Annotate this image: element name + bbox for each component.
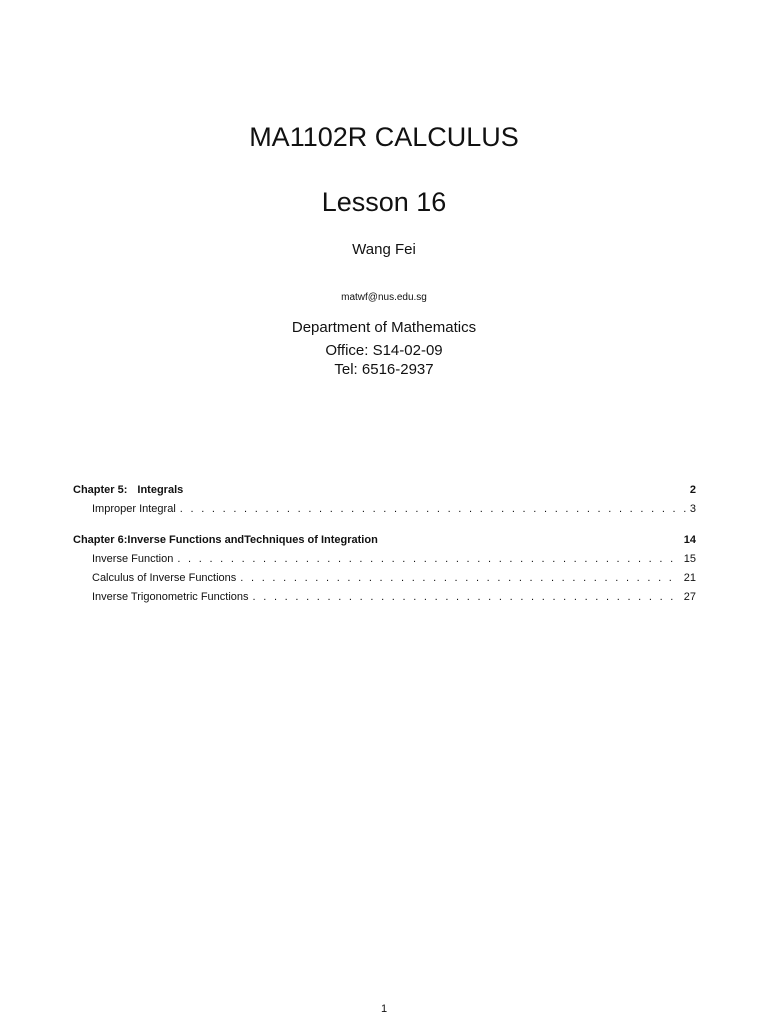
toc-entry-improper-integral[interactable] bbox=[73, 500, 696, 519]
entry-page: 27 bbox=[683, 591, 696, 603]
toc-entry-inverse-trigonometric-functions[interactable] bbox=[73, 588, 696, 607]
lesson-title: Lesson 16 bbox=[321, 187, 447, 217]
office-location: Office: S14-02-09 bbox=[325, 342, 443, 359]
entry-title: Inverse Trigonometric Functions bbox=[92, 591, 249, 603]
chapter-number: Chapter 6: bbox=[73, 534, 128, 546]
chapter-title: Inverse Functions andTechniques of Integration bbox=[127, 534, 378, 546]
toc-entry-inverse-function[interactable] bbox=[73, 550, 696, 569]
dot-leader bbox=[253, 588, 680, 607]
entry-page: 3 bbox=[689, 503, 696, 515]
entry-page: 15 bbox=[683, 553, 696, 565]
chapter-number: Chapter 5: bbox=[73, 484, 128, 496]
dot-leader bbox=[240, 569, 679, 588]
chapter-title: Integrals bbox=[137, 484, 184, 496]
dot-leader bbox=[177, 550, 679, 569]
entry-title: Calculus of Inverse Functions bbox=[92, 572, 237, 584]
course-title: MA1102R CALCULUS bbox=[249, 122, 519, 152]
entry-title: Inverse Function bbox=[92, 553, 174, 565]
entry-title: Improper Integral bbox=[92, 503, 176, 515]
author-email: matwf@nus.edu.sg bbox=[341, 292, 427, 303]
page-number: 1 bbox=[380, 1003, 388, 1015]
chapter-page: 14 bbox=[683, 534, 696, 546]
entry-page: 21 bbox=[683, 572, 696, 584]
chapter-page: 2 bbox=[689, 484, 696, 496]
toc-entry-calculus-of-inverse-functions[interactable] bbox=[73, 569, 696, 588]
toc-chapter-6[interactable] bbox=[73, 531, 696, 550]
toc-chapter-5[interactable] bbox=[73, 481, 696, 500]
dot-leader bbox=[180, 500, 686, 519]
department: Department of Mathematics bbox=[291, 319, 477, 336]
telephone: Tel: 6516-2937 bbox=[334, 361, 434, 378]
table-of-contents bbox=[73, 481, 696, 607]
author-name: Wang Fei bbox=[352, 241, 416, 258]
